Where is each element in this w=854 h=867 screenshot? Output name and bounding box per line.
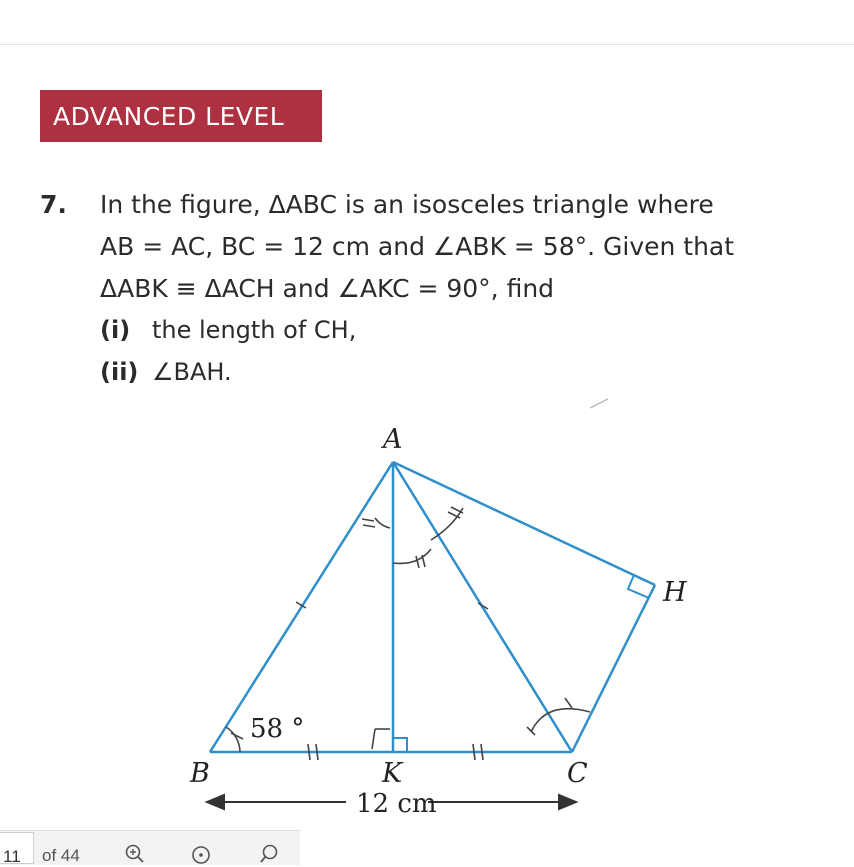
rotate-icon[interactable] [190,843,212,865]
right-angle-k-marker [393,738,407,752]
label-a: A [383,424,403,455]
search-icon[interactable] [258,843,280,865]
side-ab [210,462,393,752]
angle-kac-arc [393,549,431,563]
label-b: B [190,758,210,789]
label-k: K [382,758,403,789]
part-i-label: (i) [100,316,131,344]
question-number: 7. [40,190,67,219]
part-ii-text: ∠BAH. [152,358,232,386]
side-ch [572,585,655,752]
label-c: C [567,758,588,789]
side-ac [393,462,572,752]
angle-cah-arc [431,508,463,540]
page-total: of 44 [42,846,80,865]
arrow-left-icon [207,795,224,809]
zoom-in-icon[interactable] [124,843,146,865]
level-badge-text: ADVANCED LEVEL [53,101,285,131]
part-ii-label: (ii) [100,358,139,386]
angle-58-label: 58 ° [250,714,305,744]
angle-b-arc [226,727,240,752]
page-number-input[interactable]: 11 [0,832,34,864]
question-line-1: In the figure, ΔABC is an isosceles triangle where [100,190,714,219]
angle-c-arc [531,709,590,732]
question-line-2: AB = AC, BC = 12 cm and ∠ABK = 58°. Given that [100,232,735,261]
dimension-label: 12 cm [356,789,437,819]
angle-bak-arc [375,518,390,528]
question-line-3: ΔABK ≡ ΔACH and ∠AKC = 90°, find [100,274,555,303]
arrow-right-icon [559,795,576,809]
part-i-text: the length of CH, [152,316,357,344]
label-h: H [663,577,687,608]
